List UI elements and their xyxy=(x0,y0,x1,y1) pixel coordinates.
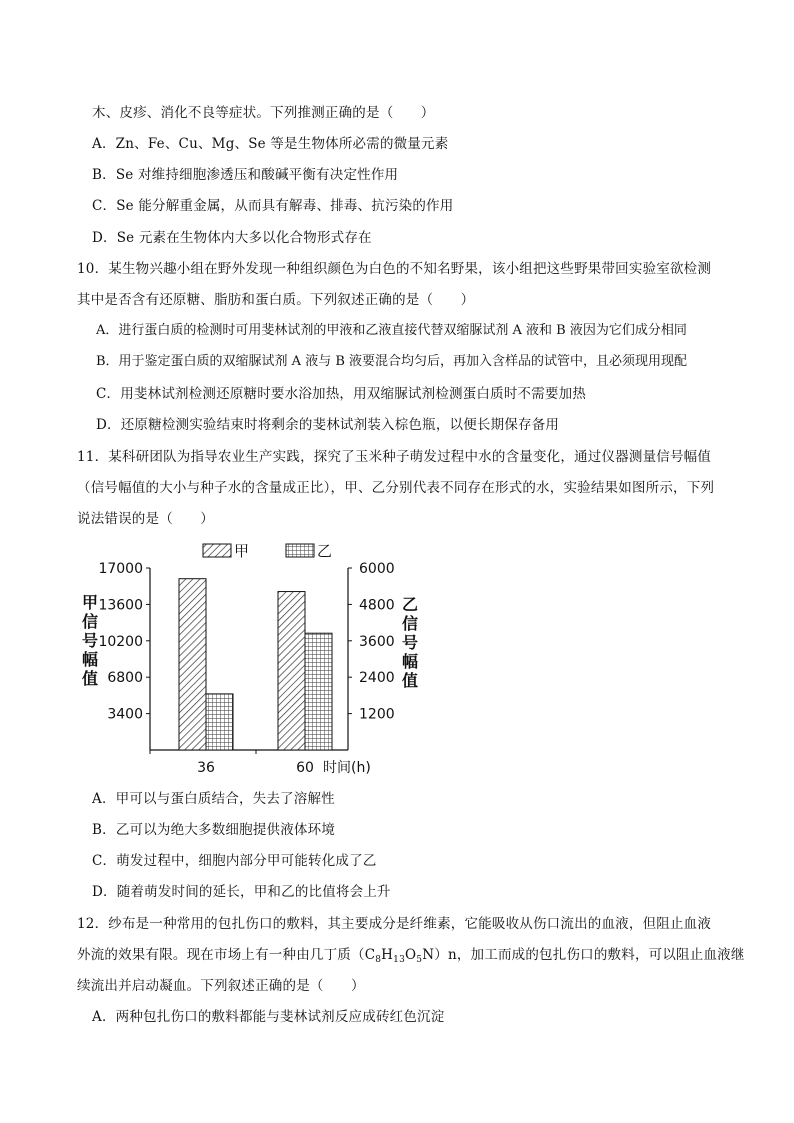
left-tick-label: 17000 xyxy=(98,561,143,577)
left-axis-label-char: 号 xyxy=(81,631,99,650)
q9-option-d: D．Se 元素在生物体内大多以化合物形式存在 xyxy=(92,230,372,246)
bar-chart xyxy=(0,538,794,778)
q12-stem-line1: 12．纱布是一种常用的包扎伤口的敷料，其主要成分是纤维素，它能吸收从伤口流出的血液，但阻止血液 xyxy=(77,916,712,932)
q11-stem-line2: （信号幅值的大小与种子水的含量成正比），甲、乙分别代表不同存在形式的水，实验结果如图所示，下列 xyxy=(77,480,715,496)
left-axis-label-char: 甲 xyxy=(81,593,99,612)
bar-乙-36 xyxy=(206,694,233,750)
right-axis-label-char: 值 xyxy=(401,671,419,690)
left-tick-label: 13600 xyxy=(98,597,143,614)
q11-option-d: D．随着萌发时间的延长，甲和乙的比值将会上升 xyxy=(92,884,391,900)
q11-option-a: A．甲可以与蛋白质结合，失去了溶解性 xyxy=(92,791,335,807)
q11-stem-line3: 说法错误的是（ ） xyxy=(77,511,214,527)
bar-甲-60 xyxy=(278,592,305,750)
right-axis-label-char: 信 xyxy=(401,614,419,633)
x-tick-label: 36 xyxy=(197,760,215,776)
right-tick-label: 3600 xyxy=(359,633,395,650)
left-tick-label: 6800 xyxy=(107,670,143,687)
q12-stem-line3: 续流出并启动凝血。下列叙述正确的是（ ） xyxy=(77,978,365,994)
q10-stem-line1: 10．某生物兴趣小组在野外发现一种组织颜色为白色的不知名野果，该小组把这些野果带回实验室欲检测 xyxy=(77,261,712,277)
right-tick-label: 6000 xyxy=(359,561,395,577)
right-axis-label-char: 号 xyxy=(401,633,419,652)
legend-swatch-乙 xyxy=(286,544,314,557)
left-axis-label xyxy=(82,593,98,688)
right-tick-label: 4800 xyxy=(359,597,395,614)
q11-stem-line1: 11．某科研团队为指导农业生产实践，探究了玉米种子萌发过程中水的含量变化，通过仪器测量信号幅值 xyxy=(77,449,712,465)
left-axis-label-char: 信 xyxy=(81,612,99,631)
q12-stem-line2: 外流的效果有限。现在市场上有一种由几丁质$(C_8H_{13}O_5N)n$，加工而成的包扎伤口的敷料，可以阻止血液继 xyxy=(77,947,745,965)
x-tick-label: 60 xyxy=(296,760,314,776)
q10-option-a: A．进行蛋白质的检测时可用斐林试剂的甲液和乙液直接代替双缩脲试剂 A 液和 B 液因为它们成分相同 xyxy=(96,323,687,338)
q10-option-c: C．用斐林试剂检测还原糖时要水浴加热，用双缩脲试剂检测蛋白质时不需要加热 xyxy=(96,386,587,402)
left-axis-label-char: 幅 xyxy=(81,650,99,669)
q11-option-c: C．萌发过程中，细胞内部分甲可能转化成了乙 xyxy=(92,853,377,869)
q10-stem-line2: 其中是否含有还原糖、脂肪和蛋白质。下列叙述正确的是（ ） xyxy=(77,292,475,308)
x-axis-label: 时间(h) xyxy=(323,760,371,776)
right-axis-label xyxy=(402,595,418,690)
q9-option-a: A．Zn、Fe、Cu、Mg、Se 等是生物体所必需的微量元素 xyxy=(92,136,449,152)
q9-option-c: C．Se 能分解重金属，从而具有解毒、排毒、抗污染的作用 xyxy=(92,198,454,214)
bar-甲-36 xyxy=(179,579,206,750)
q11-option-b: B．乙可以为绝大多数细胞提供液体环境 xyxy=(92,822,336,838)
q9-option-b: B．Se 对维持细胞渗透压和酸碱平衡有决定性作用 xyxy=(92,167,399,183)
left-axis-label-char: 值 xyxy=(81,669,99,688)
legend-label: 甲 xyxy=(234,542,250,560)
q9-stem: 木、皮疹、消化不良等症状。下列推测正确的是（ ） xyxy=(92,105,435,121)
legend-swatch-甲 xyxy=(203,544,231,557)
right-axis-label-char: 乙 xyxy=(401,595,419,614)
q12-option-a: A．两种包扎伤口的敷料都能与斐林试剂反应成砖红色沉淀 xyxy=(92,1009,445,1025)
right-axis-label-char: 幅 xyxy=(401,652,419,671)
chart-legend xyxy=(203,542,332,560)
right-tick-label: 2400 xyxy=(359,670,395,687)
bar-乙-60 xyxy=(305,633,332,750)
left-tick-label: 3400 xyxy=(107,706,143,723)
q10-option-b: B．用于鉴定蛋白质的双缩脲试剂 A 液与 B 液要混合均匀后，再加入含样品的试管中，且必须现用现配 xyxy=(96,354,688,369)
q10-option-d: D．还原糖检测实验结束时将剩余的斐林试剂装入棕色瓶，以便长期保存备用 xyxy=(96,417,560,433)
left-tick-label: 10200 xyxy=(98,633,143,650)
right-tick-label: 1200 xyxy=(359,706,395,723)
legend-label: 乙 xyxy=(317,542,333,560)
